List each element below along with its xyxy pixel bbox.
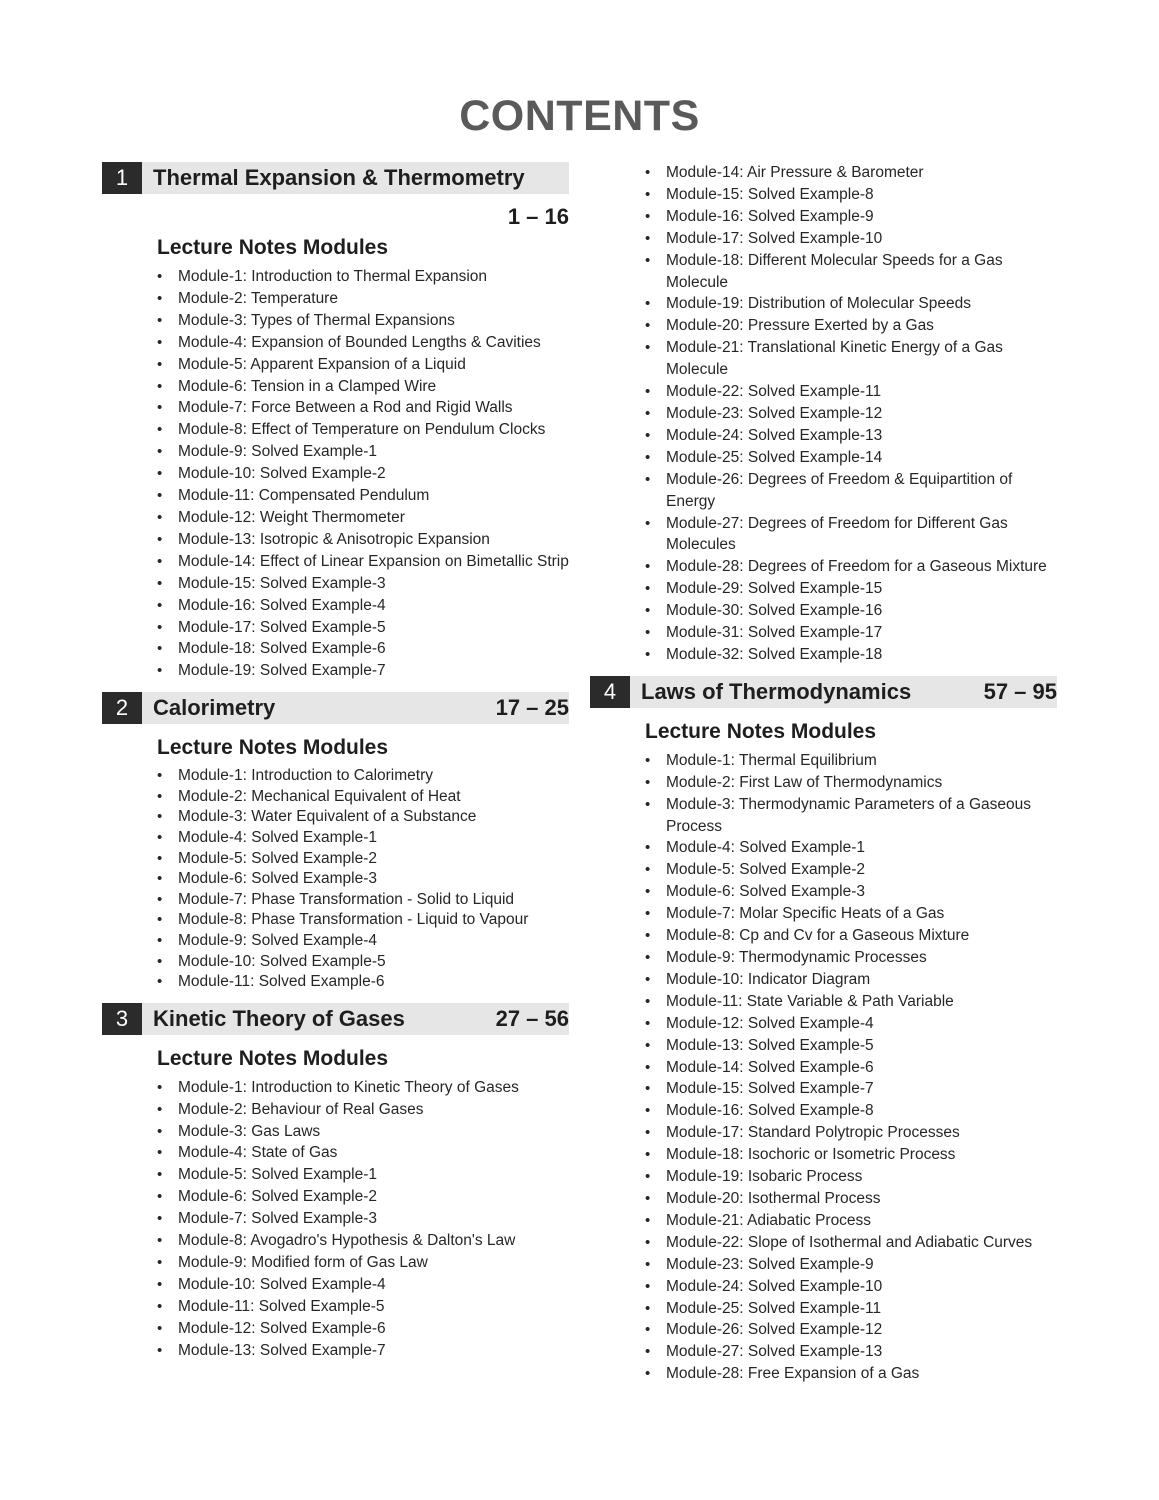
module-item: • Module-11: Compensated Pendulum (157, 485, 569, 507)
module-item: • Module-25: Solved Example-11 (645, 1298, 1057, 1320)
chapter-title: Kinetic Theory of Gases (153, 1005, 405, 1031)
module-item: • Module-15: Solved Example-3 (157, 573, 569, 595)
chapter-header (590, 676, 1057, 708)
module-item: • Module-4: State of Gas (157, 1142, 569, 1164)
module-item: • Module-13: Solved Example-7 (157, 1340, 569, 1362)
module-item: • Module-13: Solved Example-5 (645, 1035, 1057, 1057)
module-item: • Module-17: Standard Polytropic Processes (645, 1122, 1057, 1144)
module-item: • Module-27: Degrees of Freedom for Different Gas Molecules (645, 513, 1057, 557)
module-item: • Module-31: Solved Example-17 (645, 622, 1057, 644)
module-item: • Module-5: Solved Example-2 (157, 849, 569, 870)
module-item: • Module-11: Solved Example-5 (157, 1296, 569, 1318)
module-item: • Module-16: Solved Example-9 (645, 206, 1057, 228)
module-item: • Module-19: Isobaric Process (645, 1166, 1057, 1188)
module-item: • Module-11: Solved Example-6 (157, 972, 569, 993)
module-item: • Module-14: Air Pressure & Barometer (645, 162, 1057, 184)
module-item: • Module-22: Slope of Isothermal and Adiabatic Curves (645, 1232, 1057, 1254)
module-item: • Module-14: Solved Example-6 (645, 1057, 1057, 1079)
left-column (102, 162, 569, 1372)
module-item: • Module-2: First Law of Thermodynamics (645, 772, 1057, 794)
module-item: • Module-25: Solved Example-14 (645, 447, 1057, 469)
module-item: • Module-18: Different Molecular Speeds for a Gas Molecule (645, 250, 1057, 294)
module-item: • Module-10: Solved Example-2 (157, 463, 569, 485)
module-item: • Module-8: Avogadro's Hypothesis & Dalton's Law (157, 1230, 569, 1252)
module-item: • Module-9: Solved Example-1 (157, 441, 569, 463)
section-heading: Lecture Notes Modules (157, 736, 389, 760)
chapter-1 (102, 162, 569, 682)
module-item: • Module-19: Distribution of Molecular Speeds (645, 293, 1057, 315)
module-item: • Module-6: Solved Example-3 (157, 869, 569, 890)
module-item: • Module-3: Water Equivalent of a Substance (157, 807, 569, 828)
module-item: • Module-4: Expansion of Bounded Lengths & Cavities (157, 332, 569, 354)
chapter-pages: 1 – 16 (507, 204, 569, 229)
module-item: • Module-24: Solved Example-13 (645, 425, 1057, 447)
chapter-header (102, 162, 569, 194)
module-item: • Module-5: Solved Example-1 (157, 1164, 569, 1186)
page-title: CONTENTS (459, 92, 700, 140)
module-item: • Module-2: Behaviour of Real Gases (157, 1099, 569, 1121)
chapter-title: Thermal Expansion & Thermometry (153, 165, 525, 190)
module-item: • Module-32: Solved Example-18 (645, 644, 1057, 666)
module-item: • Module-5: Apparent Expansion of a Liquid (157, 354, 569, 376)
chapter-pages: 17 – 25 (495, 695, 569, 721)
module-item: • Module-6: Tension in a Clamped Wire (157, 376, 569, 398)
module-item: • Module-23: Solved Example-9 (645, 1254, 1057, 1276)
chapter-title: Laws of Thermodynamics (641, 678, 912, 704)
module-item: • Module-17: Solved Example-10 (645, 228, 1057, 250)
chapter-pages: 27 – 56 (495, 1005, 569, 1031)
chapter-3 (102, 1003, 569, 1362)
module-item: • Module-6: Solved Example-3 (645, 881, 1057, 903)
module-item: • Module-28: Free Expansion of a Gas (645, 1363, 1057, 1385)
module-item: • Module-23: Solved Example-12 (645, 403, 1057, 425)
module-item: • Module-3: Types of Thermal Expansions (157, 310, 569, 332)
section-heading: Lecture Notes Modules (645, 719, 877, 743)
module-item: • Module-7: Solved Example-3 (157, 1208, 569, 1230)
module-item: • Module-9: Thermodynamic Processes (645, 947, 1057, 969)
module-item: • Module-12: Solved Example-6 (157, 1318, 569, 1340)
module-item: • Module-10: Solved Example-5 (157, 952, 569, 973)
module-item: • Module-24: Solved Example-10 (645, 1276, 1057, 1298)
module-item: • Module-26: Degrees of Freedom & Equipartition of Energy (645, 469, 1057, 513)
module-item: • Module-20: Isothermal Process (645, 1188, 1057, 1210)
module-item: • Module-26: Solved Example-12 (645, 1319, 1057, 1341)
module-list (102, 1077, 569, 1362)
module-item: • Module-15: Solved Example-8 (645, 184, 1057, 206)
chapter-2 (102, 692, 569, 993)
module-item: • Module-10: Solved Example-4 (157, 1274, 569, 1296)
module-item: • Module-12: Solved Example-4 (645, 1013, 1057, 1035)
module-item: • Module-22: Solved Example-11 (645, 381, 1057, 403)
module-item: • Module-27: Solved Example-13 (645, 1341, 1057, 1363)
module-item: • Module-12: Weight Thermometer (157, 507, 569, 529)
chapter-header (102, 692, 569, 724)
module-item: • Module-1: Introduction to Thermal Expansion (157, 266, 569, 288)
module-item: • Module-19: Solved Example-7 (157, 660, 569, 682)
right-column (590, 162, 1057, 1395)
chapter-4 (590, 676, 1057, 1385)
module-item: • Module-13: Isotropic & Anisotropic Expansion (157, 529, 569, 551)
module-item: • Module-9: Modified form of Gas Law (157, 1252, 569, 1274)
chapter-number: 3 (102, 1003, 142, 1035)
module-item: • Module-7: Molar Specific Heats of a Gas (645, 903, 1057, 925)
module-item: • Module-3: Gas Laws (157, 1121, 569, 1143)
section-heading: Lecture Notes Modules (157, 1046, 389, 1070)
module-item: • Module-20: Pressure Exerted by a Gas (645, 315, 1057, 337)
chapter-title: Calorimetry (153, 695, 276, 721)
module-item: • Module-7: Force Between a Rod and Rigid Walls (157, 397, 569, 419)
module-item: • Module-21: Adiabatic Process (645, 1210, 1057, 1232)
module-item: • Module-3: Thermodynamic Parameters of a Gaseous Process (645, 794, 1057, 838)
module-item: • Module-11: State Variable & Path Variable (645, 991, 1057, 1013)
chapter-pages: 57 – 95 (983, 678, 1057, 704)
module-item: • Module-21: Translational Kinetic Energy of a Gas Molecule (645, 337, 1057, 381)
module-item: • Module-16: Solved Example-8 (645, 1100, 1057, 1122)
module-item: • Module-30: Solved Example-16 (645, 600, 1057, 622)
chapter-number: 1 (102, 162, 142, 194)
module-item: • Module-15: Solved Example-7 (645, 1078, 1057, 1100)
chapter-number: 4 (590, 676, 630, 708)
module-list-continued (590, 162, 1057, 666)
module-list (590, 750, 1057, 1385)
module-item: • Module-8: Phase Transformation - Liquid to Vapour (157, 910, 569, 931)
module-item: • Module-17: Solved Example-5 (157, 617, 569, 639)
module-item: • Module-8: Cp and Cv for a Gaseous Mixture (645, 925, 1057, 947)
module-item: • Module-8: Effect of Temperature on Pendulum Clocks (157, 419, 569, 441)
module-item: • Module-1: Introduction to Kinetic Theory of Gases (157, 1077, 569, 1099)
chapter-header (102, 1003, 569, 1035)
module-item: • Module-29: Solved Example-15 (645, 578, 1057, 600)
module-item: • Module-18: Solved Example-6 (157, 638, 569, 660)
module-item: • Module-4: Solved Example-1 (157, 828, 569, 849)
chapter-number: 2 (102, 692, 142, 724)
section-heading: Lecture Notes Modules (157, 236, 389, 259)
module-list (102, 766, 569, 993)
module-item: • Module-10: Indicator Diagram (645, 969, 1057, 991)
module-item: • Module-1: Introduction to Calorimetry (157, 766, 569, 787)
module-item: • Module-14: Effect of Linear Expansion on Bimetallic Strip (157, 551, 569, 573)
module-item: • Module-1: Thermal Equilibrium (645, 750, 1057, 772)
module-list (102, 266, 569, 682)
module-item: • Module-16: Solved Example-4 (157, 595, 569, 617)
module-item: • Module-2: Temperature (157, 288, 569, 310)
module-item: • Module-28: Degrees of Freedom for a Gaseous Mixture (645, 556, 1057, 578)
module-item: • Module-4: Solved Example-1 (645, 837, 1057, 859)
module-item: • Module-6: Solved Example-2 (157, 1186, 569, 1208)
module-item: • Module-9: Solved Example-4 (157, 931, 569, 952)
module-item: • Module-7: Phase Transformation - Solid to Liquid (157, 890, 569, 911)
module-item: • Module-18: Isochoric or Isometric Process (645, 1144, 1057, 1166)
module-item: • Module-5: Solved Example-2 (645, 859, 1057, 881)
module-item: • Module-2: Mechanical Equivalent of Heat (157, 787, 569, 808)
